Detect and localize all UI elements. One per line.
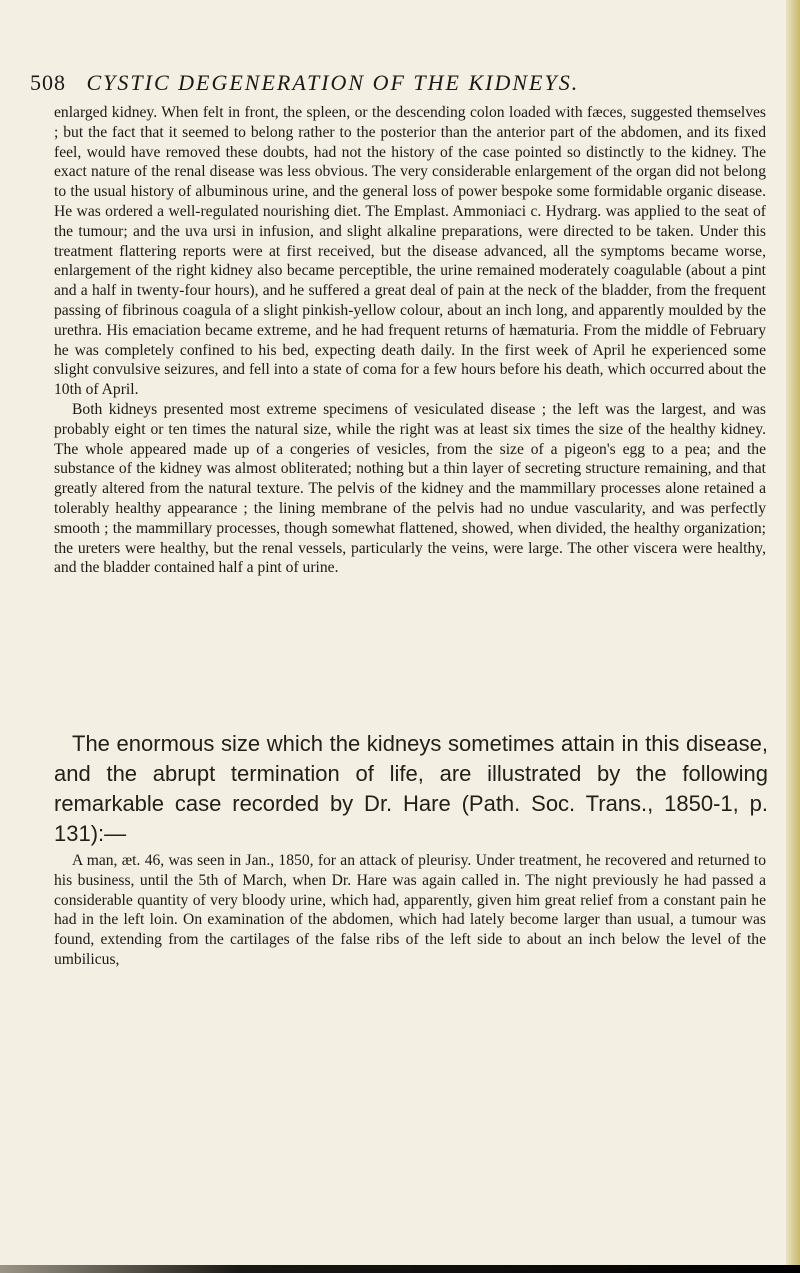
running-title: CYSTIC DEGENERATION OF THE KIDNEYS. (86, 70, 580, 95)
page-header (30, 70, 770, 96)
intro-paragraph: The enormous size which the kidneys sometimes attain in this disease, and the abrupt termination of life, are illustrated by the following remarkable case recorded by Dr. Hare (Path. Soc. Trans., 1850-1, p. 131):— (54, 731, 768, 846)
paragraph-case-history: enlarged kidney. When felt in front, the spleen, or the descending colon loaded with fæces, suggested themselves ; but the fact that it seemed to belong rather to the posterior than the anterior part of the abdomen, and its fixed feel, would have removed these doubts, had not the history of the case pointed so distinctly to the kidney. The exact nature of the renal disease was less obvious. The very considerable enlargement of the organ did not belong to the usual history of albuminous urine, and the general loss of power bespoke some formidable organic disease. He was ordered a well-regulated nourishing diet. The Emplast. Ammoniaci c. Hydrarg. was applied to the seat of the tumour; and the uva ursi in infusion, and slight alkaline preparations, were directed to be taken. Under this treatment flattering reports were at first received, but the disease advanced, all the symptoms became worse, enlargement of the right kidney also became perceptible, the urine remained moderately coagulable (about a pint and a half in twenty-four hours), and he suffered a great deal of pain at the neck of the bladder, from the frequent passing of fibrinous coagula of a slight pinkish-yellow colour, about an inch long, and apparently moulded by the urethra. His emaciation became extreme, and he had frequent returns of hæmaturia. From the middle of February he was completely confined to his bed, expecting death daily. In the first week of April he experienced some slight convulsive seizures, and fell into a state of coma for a few hours before his death, which occurred about the 10th of April. (54, 104, 766, 399)
paragraph-post-mortem: Both kidneys presented most extreme specimens of vesiculated disease ; the left was the largest, and was probably eight or ten times the natural size, while the right was at least six times the size of the healthy kidney. The whole appeared made up of a congeries of vesicles, from the size of a pigeon's egg to a pea; and the substance of the kidney was almost obliterated; nothing but a thin layer of secreting structure remaining, and that greatly altered from the natural texture. The pelvis of the kidney and the mammillary processes alone retained a tolerably healthy appearance ; the lining membrane of the pelvis had no undue vascularity, and was perfectly smooth ; the mammillary processes, though somewhat flattened, showed, when divided, the healthy organization; the ureters were healthy, but the renal vessels, particularly the veins, were large. The other viscera were healthy, and the bladder contained half a pint of urine. (54, 400, 766, 577)
case-report (54, 851, 766, 970)
page-edge-shading (786, 0, 800, 1273)
page-bottom-edge (0, 1265, 800, 1273)
body-text (54, 103, 766, 578)
page-number: 508 (30, 70, 66, 95)
paragraph-hare-case: A man, æt. 46, was seen in Jan., 1850, for an attack of pleurisy. Under treatment, he recovered and returned to his business, until the 5th of March, when Dr. Hare was again called in. The night previously he had passed a considerable quantity of very bloody urine, which had, apparently, given him great relief from a constant pain he had in the left loin. On examination of the abdomen, which had lately become larger than usual, a tumour was found, extending from the cartilages of the false ribs of the left side to about an inch below the level of the umbilicus, (54, 852, 766, 968)
